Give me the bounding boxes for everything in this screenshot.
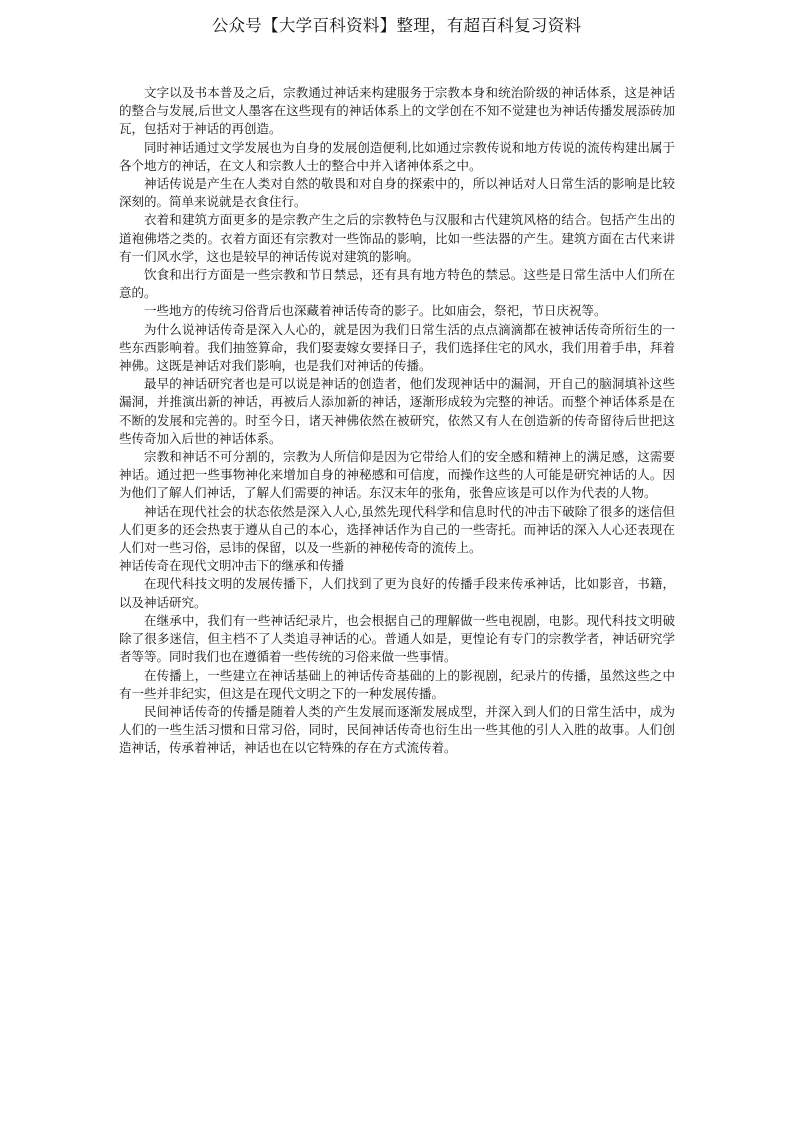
paragraph: 神话传说是产生在人类对自然的敬畏和对自身的探索中的，所以神话对人日常生活的影响是比较深刻的。简单来说就是衣食住行。 (119, 176, 675, 210)
paragraph: 在继承中，我们有一些神话纪录片，也会根据自己的理解做一些电视剧，电影。现代科技文明破除了很多迷信，但主档不了人类追寻神话的心。普通人如是，更惶论有专门的宗教学者，神话研究学者等等。同时我们也在遵循着一些传统的习俗来做一些事情。 (119, 612, 675, 665)
paragraph: 为什么说神话传奇是深入人心的，就是因为我们日常生活的点点滴滴都在被神话传奇所衍生的一些东西影响着。我们抽签算命，我们娶妻嫁女要择日子，我们选择住宅的风水，我们用着手串，拜着神佛。这既是神话对我们影响，也是我们对神话的传播。 (119, 321, 675, 374)
paragraph: 衣着和建筑方面更多的是宗教产生之后的宗教特色与汉服和古代建筑风格的结合。包括产生出的道袍佛塔之类的。衣着方面还有宗教对一些饰品的影响，比如一些法器的产生。建筑方面在古代来讲有一们风水学，这也是较早的神话传说对建筑的影响。 (119, 212, 675, 264)
document-body (119, 84, 675, 758)
paragraph: 同时神话通过文学发展也为自身的发展创造便利,比如通过宗教传说和地方传说的流传构建出属于各个地方的神话，在文人和宗教人士的整合中并入诸神体系之中。 (119, 139, 675, 173)
paragraph: 文字以及书本普及之后，宗教通过神话来构建服务于宗教本身和统治阶级的神话体系，这是神话的整合与发展,后世文人墨客在这些现有的神话体系上的文学创在不知不觉建也为神话传播发展添砖加瓦，包括对于神话的再创造。 (119, 85, 675, 137)
paragraph: 一些地方的传统习俗背后也深藏着神话传奇的影子。比如庙会，祭祀，节日庆祝等。 (144, 303, 607, 319)
paragraph: 民间神话传奇的传播是随着人类的产生发展而逐渐发展成型，并深入到人们的日常生活中，成为人们的一些生活习惯和日常习俗，同时，民间神话传奇也衍生出一些其他的引人入胜的故事。人们创造神话，传承着神话，神话也在以它特殊的存在方式流传着。 (119, 703, 675, 756)
paragraph: 在现代科技文明的发展传播下，人们找到了更为良好的传播手段来传承神话，比如影音，书籍，以及神话研究。 (119, 576, 675, 610)
paragraph: 在传播上，一些建立在神话基础上的神话传奇基础的上的影视剧，纪录片的传播，虽然这些之中有一些并非纪实，但这是在现代文明之下的一种发展传播。 (119, 667, 675, 701)
section-heading: 神话传奇在现代文明冲击下的继承和传播 (119, 558, 345, 574)
paragraph: 宗教和神话不可分割的，宗教为人所信仰是因为它带给人们的安全感和精神上的满足感，这需要神话。通过把一些事物神化来增加自身的神秘感和可信度，而操作这些的人可能是研究神话的人。因为他们了解人们神话，了解人们需要的神话。东汉末年的张角，张鲁应该是可以作为代表的人物。 (119, 449, 675, 501)
paragraph: 神话在现代社会的状态依然是深入人心,虽然先现代科学和信息时代的冲击下破除了很多的迷信但人们更多的还会热衷于遵从自己的本心，选择神话作为自己的一些寄托。而神话的深入人心还表现在人们对一些习俗，忌讳的保留，以及一些新的神秘传奇的流传上。 (119, 503, 675, 556)
paragraph: 饮食和出行方面是一些宗教和节日禁忌，还有具有地方特色的禁忌。这些是日常生活中人们所在意的。 (119, 267, 675, 301)
paragraph: 最早的神话研究者也是可以说是神话的创造者，他们发现神话中的漏洞，开自己的脑洞填补这些漏洞，并推演出新的神话，再被后人添加新的神话，逐渐形成较为完整的神话。而整个神话体系是在不断的发展和完善的。时至今日，诸天神佛依然在被研究，依然又有人在创造新的传奇留待后世把这些传奇加入后世的神话体系。 (119, 376, 675, 446)
page-header: 公众号【大学百科资料】整理，有超百科复习资料 (211, 16, 582, 35)
